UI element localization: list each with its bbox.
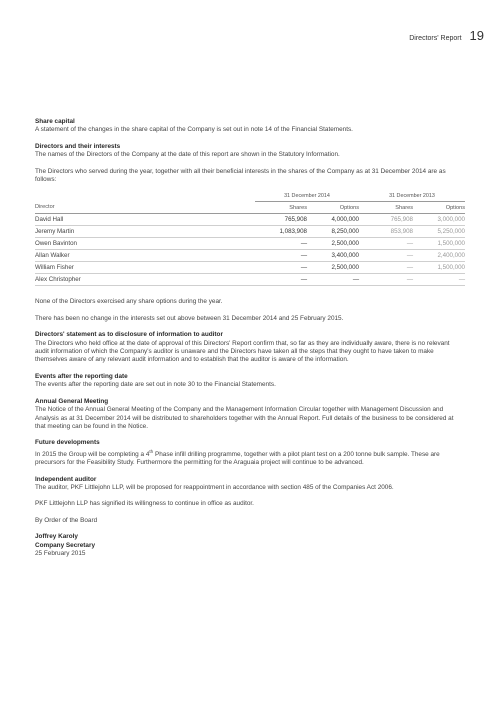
shares-2013: — (359, 274, 413, 286)
page-header (409, 28, 484, 43)
table-row (35, 274, 465, 286)
future-developments-heading: Future developments (35, 439, 100, 447)
col-director: Director (35, 202, 255, 214)
year-2014-header: 31 December 2014 (255, 190, 359, 202)
share-capital-heading: Share capital (35, 118, 75, 125)
table-row (35, 238, 465, 250)
director-name: Allan Walker (35, 250, 255, 262)
shares-2014: — (255, 250, 307, 262)
shares-2014: — (255, 238, 307, 250)
signatory-name: Joffrey Karoly (35, 533, 78, 541)
shares-2013: 853,908 (359, 226, 413, 238)
options-2014: 4,000,000 (307, 214, 359, 226)
table-row (35, 226, 465, 238)
col-options-2014: Options (307, 202, 359, 214)
directors-interests-text-2: The Directors who served during the year, together with all their beneficial interests in the shares of the Company as at 31 December 2014 are as follows: (35, 167, 446, 184)
table-row (35, 262, 465, 274)
options-2014: 3,400,000 (307, 250, 359, 262)
independent-auditor-text-2: PKF Littlejohn LLP has signified its willingness to continue in office as auditor. (35, 500, 254, 508)
auditor-disclosure-text: The Directors who held office at the date of approval of this Directors' Report confirm that, so far as they are individually aware, there is no relevant audit information of which the Company's auditor is unaware and the Directors have taken all the steps that they ought to have taken to make themselves aware of any relevant audit information and to establish that the auditor is aware of the information. (35, 339, 450, 364)
directors-interests-text-1: The names of the Directors of the Company at the date of this report are shown in the Statutory Information. (35, 151, 340, 159)
agm-text: The Notice of the Annual General Meeting of the Company and the Management Information Circular together with Management Discussion and Analysis as at 31 December 2014 will be distributed to shareholders together with the Annual Report. Full details of the business to be considered at that meeting can be found in the Notice. (35, 406, 454, 430)
no-change-text: There has been no change in the interests set out above between 31 December 2014 and 25 February 2015. (35, 314, 344, 322)
options-2013: 1,500,000 (413, 262, 465, 274)
shares-2013: — (359, 262, 413, 274)
table-row (35, 214, 465, 226)
director-name: Alex Christopher (35, 274, 255, 286)
events-after-heading: Events after the reporting date (35, 372, 128, 380)
signatory-role: Company Secretary (35, 541, 96, 549)
director-name: Jeremy Martin (35, 226, 255, 238)
col-shares-2014: Shares (255, 202, 307, 214)
report-title: Directors' Report (409, 35, 462, 42)
page-number: 19 (469, 28, 484, 43)
options-2013: 2,400,000 (413, 250, 465, 262)
table-row (35, 250, 465, 262)
by-order-text: By Order of the Board (35, 516, 98, 524)
share-capital-text: A statement of the changes in the share capital of the Company is set out in note 14 of the Financial Statements. (35, 126, 353, 134)
director-name: Owen Bavinton (35, 238, 255, 250)
year-2013-header: 31 December 2013 (359, 190, 465, 202)
shares-2013: — (359, 250, 413, 262)
future-developments-text (35, 448, 465, 468)
shares-2014: — (255, 274, 307, 286)
independent-auditor-heading: Independent auditor (35, 475, 97, 483)
options-2013: 1,500,000 (413, 238, 465, 250)
shares-2014: — (255, 262, 307, 274)
options-2014: 8,250,000 (307, 226, 359, 238)
report-body (35, 118, 465, 559)
auditor-disclosure-heading: Directors' statement as to disclosure of information to auditor (35, 331, 223, 339)
directors-interests-heading: Directors and their interests (35, 142, 121, 150)
col-shares-2013: Shares (359, 202, 413, 214)
options-2013: 5,250,000 (413, 226, 465, 238)
future-text-part-a: In 2015 the Group will be completing a 4 (35, 450, 150, 458)
options-2013: — (413, 274, 465, 286)
future-text-part-b: Phase infill drilling programme, together with a pilot plant test on a 200 tonne bulk sample. These are precursors for the Feasibility Study. Furthermore the permitting for the Araguaia project will continue to be advanced. (35, 450, 440, 467)
future-text-superscript: th (149, 448, 154, 454)
shares-2014: 1,083,908 (255, 226, 307, 238)
shares-2013: — (359, 238, 413, 250)
signature-date: 25 February 2015 (35, 550, 86, 558)
events-after-text: The events after the reporting date are set out in note 30 to the Financial Statements. (35, 381, 276, 389)
shares-2013: 765,908 (359, 214, 413, 226)
col-options-2013: Options (413, 202, 465, 214)
agm-heading: Annual General Meeting (35, 397, 109, 405)
shares-2014: 765,908 (255, 214, 307, 226)
no-options-exercised-text: None of the Directors exercised any share options during the year. (35, 298, 223, 306)
options-2014: 2,500,000 (307, 262, 359, 274)
options-2014: 2,500,000 (307, 238, 359, 250)
directors-interests-table (35, 190, 465, 286)
director-name: David Hall (35, 214, 255, 226)
director-name: William Fisher (35, 262, 255, 274)
independent-auditor-text-1: The auditor, PKF Littlejohn LLP, will be proposed for reappointment in accordance with section 485 of the Companies Act 2006. (35, 484, 394, 492)
options-2014: — (307, 274, 359, 286)
options-2013: 3,000,000 (413, 214, 465, 226)
